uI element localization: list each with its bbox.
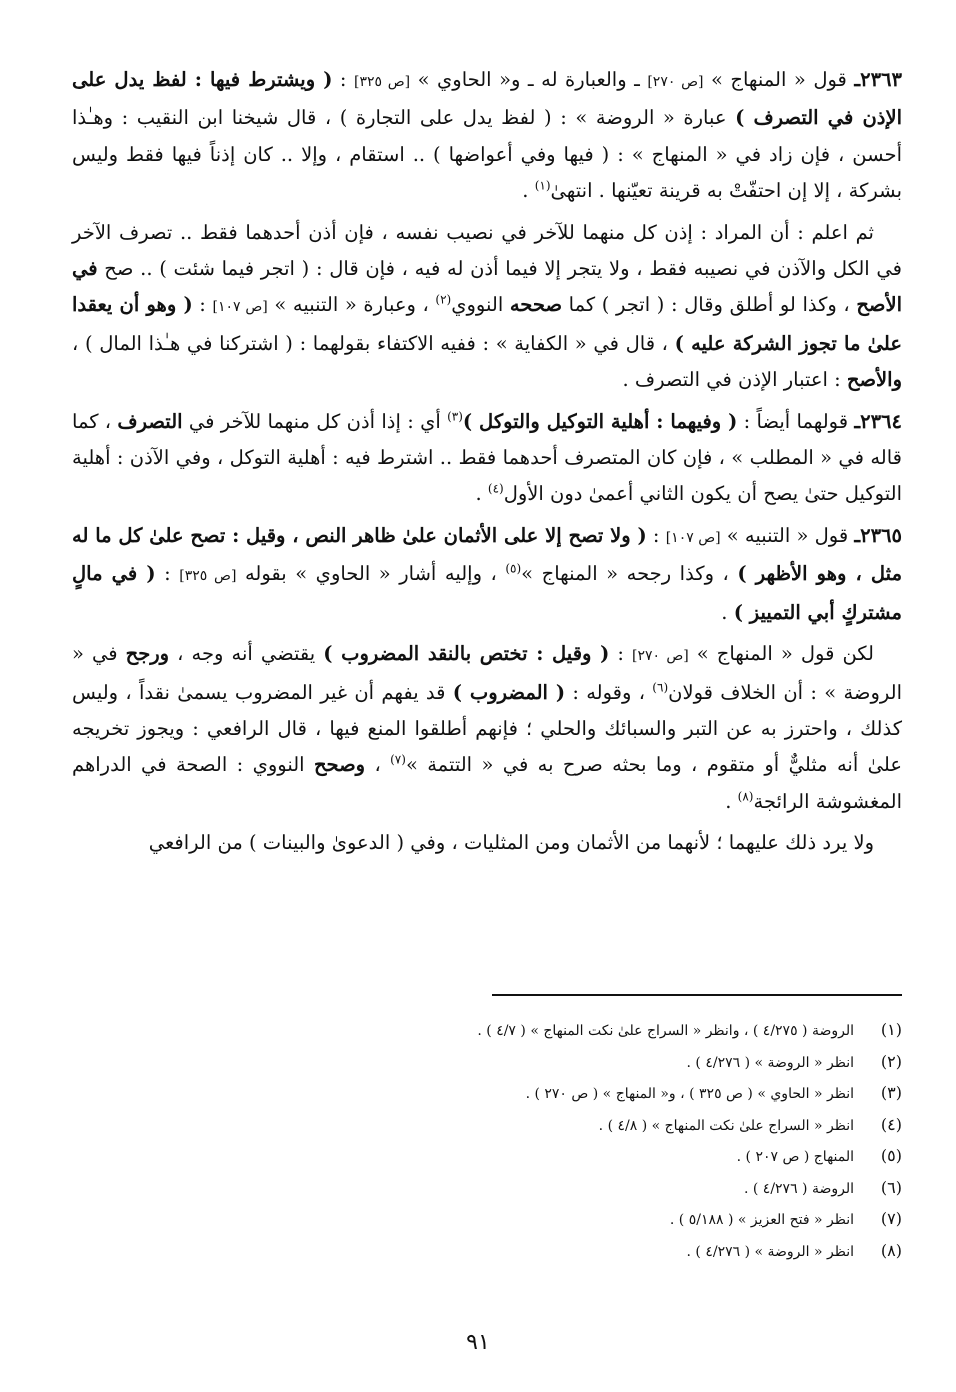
text-run: عبارة « الروضة » : ( لفظ يدل على التجارة ) ، قال شيخنا ابن النقيب : وهـٰذا أحسن ، فإن زاد في « المنهاج » : ( فيها وفي أعواضها ) .. استقام ، وإلا .. كان إذناً فيها فقط وليس بشركة ، إلا إن احتفّتْ به قرينة تعيّنها . انتهىٰ: [72, 106, 902, 203]
footnote-ref: (٧): [390, 752, 406, 767]
text-run: يقتضي أنه وجه ،: [169, 642, 324, 666]
footnote-text: انظر « الحاوي » ( ص ٣٢٥ ) ، و« المنهاج » ( ص ٢٧٠ ) .: [525, 1086, 854, 1102]
footnote: [300, 1110, 902, 1142]
footnote: [300, 1078, 902, 1110]
footnote-number: (٧): [880, 1209, 902, 1228]
text-run: لكن قول « المنهاج »: [688, 642, 874, 666]
footnote-text: انظر « السراج علىٰ نكت المنهاج » ( ٤/٨ ) .: [598, 1117, 854, 1134]
page-number: ٩١: [466, 1330, 490, 1355]
footnote-ref: (٨): [737, 789, 754, 804]
footnote-text: الروضة ( ٤/٢٧٥ ) ، وانظر « السراج علىٰ نكت المنهاج » ( ٤/٧ ) .: [477, 1023, 854, 1039]
text-run: ، وإليه أشار « الحاوي » بقوله: [236, 562, 506, 586]
text-run: :: [332, 68, 354, 91]
text-run: [ص ٣٢٥]: [179, 568, 237, 585]
footnote-number: (٢): [880, 1051, 902, 1071]
bold-text: التصرف: [117, 409, 183, 433]
footnote-number: (٤): [880, 1114, 902, 1134]
bold-text: ( وفيهما : أهلية التوكيل والتوكل ): [462, 409, 738, 433]
footnote-separator: [492, 994, 902, 996]
text-run: :: [155, 562, 180, 586]
text-run: ، وكذا لو أطلق وقال : ( اتجر ) كما: [562, 293, 857, 317]
footnote-text: انظر « الروضة » ( ٤/٢٧٦ ) .: [686, 1054, 854, 1071]
bold-text: والأصح: [846, 368, 902, 392]
text-run: ، كما قاله في « المطلب » ، فإن كان المتصرف أحدهما فقط .. اشترط فيه : أهلية التوكل ، وفي الآذن : أهلية التوكيل حتىٰ يصح أن يكون الثاني أعمىٰ دون الأول: [72, 409, 902, 506]
text-run: في « الروضة » : أن الخلاف قولان: [72, 642, 902, 704]
bold-text: ٢٣٦٥ـ: [854, 523, 902, 547]
text-run: قول « المنهاج »: [703, 68, 855, 91]
text-run: .: [475, 482, 488, 506]
text-run: ولا يرد ذلك عليهما ؛ لأنهما من الأثمان ومن المثليات ، وفي ( الدعوىٰ والبينات ) من الرافعي: [148, 831, 874, 855]
bold-text: ٢٣٦٤ـ: [854, 409, 902, 433]
text-run: ، قال في « الكفاية » : ففيه الاكتفاء بقولهما : ( اشتركنا في هـٰذا المال ) ،: [72, 331, 675, 355]
text-run: [ص ١٠٧]: [665, 529, 721, 546]
text-run: ، وكذا رجحه « المنهاج »: [521, 562, 738, 586]
paragraph-2365-continuation: [72, 636, 902, 820]
text-run: قولهما أيضاً :: [737, 409, 855, 433]
bold-text: في الأصح: [72, 257, 903, 317]
text-run: :: [609, 642, 632, 666]
footnote-ref: (٢): [435, 292, 452, 307]
paragraph-2363-continuation: [72, 215, 902, 399]
footnote-ref: (٦): [652, 680, 669, 694]
bold-text: ( في مالٍ مشتركٍ أبي التمييز ): [72, 562, 902, 624]
text-run: ثم اعلم : أن المراد : إذن كل منهما للآخر في نصيب نفسه ، فإن أذن أحدهما فقط .. تصرف الآخر في الكل والآذن في نصيبه فقط ، ولا يتجر إلا فيما أذن له فيه ، فإن قال : ( اتجر فيما شئت ) .. صح: [72, 220, 902, 281]
text-run: [ص ٢٧٠]: [631, 648, 689, 665]
paragraph-2364: [72, 404, 902, 513]
bold-text: ( وقيل : تختص بالنقد المضروب ): [323, 642, 610, 666]
footnote-text: انظر « الروضة » ( ٤/٢٧٦ ) .: [686, 1243, 854, 1260]
text-run: [ص ١٠٧]: [212, 299, 268, 316]
footnote-ref: (١): [534, 178, 551, 193]
footnote: [300, 1204, 902, 1236]
bold-text: وصحح: [313, 753, 366, 777]
text-run: [ص ٣٢٥]: [353, 74, 411, 90]
footnote-text: انظر « فتح العزيز » ( ٥/١٨٨ ) .: [669, 1212, 854, 1228]
text-run: أي : إذا أذن كل منهما للآخر في: [182, 409, 448, 433]
text-run: ،: [365, 753, 391, 777]
footnote: [300, 1141, 902, 1173]
text-run: ، وقوله :: [565, 680, 653, 704]
text-run: النووي : الصحة في الدراهم المغشوشة الرائجة: [72, 753, 902, 813]
footnote: [300, 1173, 902, 1205]
footnote-number: (٣): [880, 1083, 902, 1102]
text-run: النووي: [451, 293, 510, 317]
main-text: [72, 62, 902, 867]
text-run: : اعتبار الإذن في التصرف .: [622, 368, 847, 392]
paragraph-2363: [72, 62, 902, 210]
footnote: [300, 1015, 902, 1047]
footnote-text: الروضة ( ٤/٢٧٦ ) .: [743, 1180, 854, 1197]
text-run: قد يفهم أن غير المضروب يسمىٰ نقداً ، وليس كذلك ، واحترز به عن التبر والسبائك والحلي ؛ فإنهم أطلقوا المنع فيها ، قال الرافعي : ويجوز تخريجه علىٰ أنه مثليٌّ أو متقوم ، وما بحثه صرح به في « التتمة »: [72, 680, 902, 777]
footnote-number: (١): [880, 1020, 902, 1039]
text-run: .: [721, 600, 734, 624]
text-run: ، وعبارة « التنبيه »: [267, 293, 436, 317]
text-run: .: [725, 789, 738, 813]
paragraph-2365-final: [72, 825, 902, 861]
text-run: ـ والعبارة له ـ و« الحاوي »: [410, 68, 648, 91]
text-run: :: [646, 523, 666, 547]
bold-text: ( ويشترط فيها : لفظ يدل على الإذن في التصرف ): [72, 68, 902, 130]
bold-text: صححه: [509, 293, 563, 317]
text-run: قول « التنبيه »: [720, 523, 855, 547]
bold-text: ( ولا تصح إلا على الأثمان علىٰ ظاهر النص ، وقيل : تصح علىٰ كل ما له مثل ، وهو الأظهر ): [72, 523, 903, 586]
bold-text: ٢٣٦٣ـ: [854, 68, 902, 91]
footnote-number: (٦): [880, 1177, 902, 1197]
footnote-number: (٨): [880, 1240, 902, 1260]
footnote-number: (٥): [880, 1146, 902, 1165]
footnotes: [300, 1015, 902, 1267]
bold-text: ورجح: [125, 642, 170, 666]
bold-text: ( المضروب ): [452, 680, 566, 704]
text-run: .: [522, 179, 535, 203]
text-run: [ص ٢٧٠]: [647, 74, 704, 90]
footnote: [300, 1236, 902, 1268]
footnote: [300, 1047, 902, 1079]
bold-text: ( وهو أن يعقدا علىٰ ما تجوز الشركة عليه ): [72, 293, 902, 355]
footnote-ref: (٣): [447, 409, 463, 424]
footnote-text: المنهاج ( ص ٢٠٧ ) .: [736, 1149, 854, 1165]
paragraph-2365: [72, 518, 902, 631]
footnote-ref: (٥): [505, 561, 522, 576]
text-run: :: [192, 293, 213, 317]
footnote-ref: (٤): [487, 481, 504, 496]
